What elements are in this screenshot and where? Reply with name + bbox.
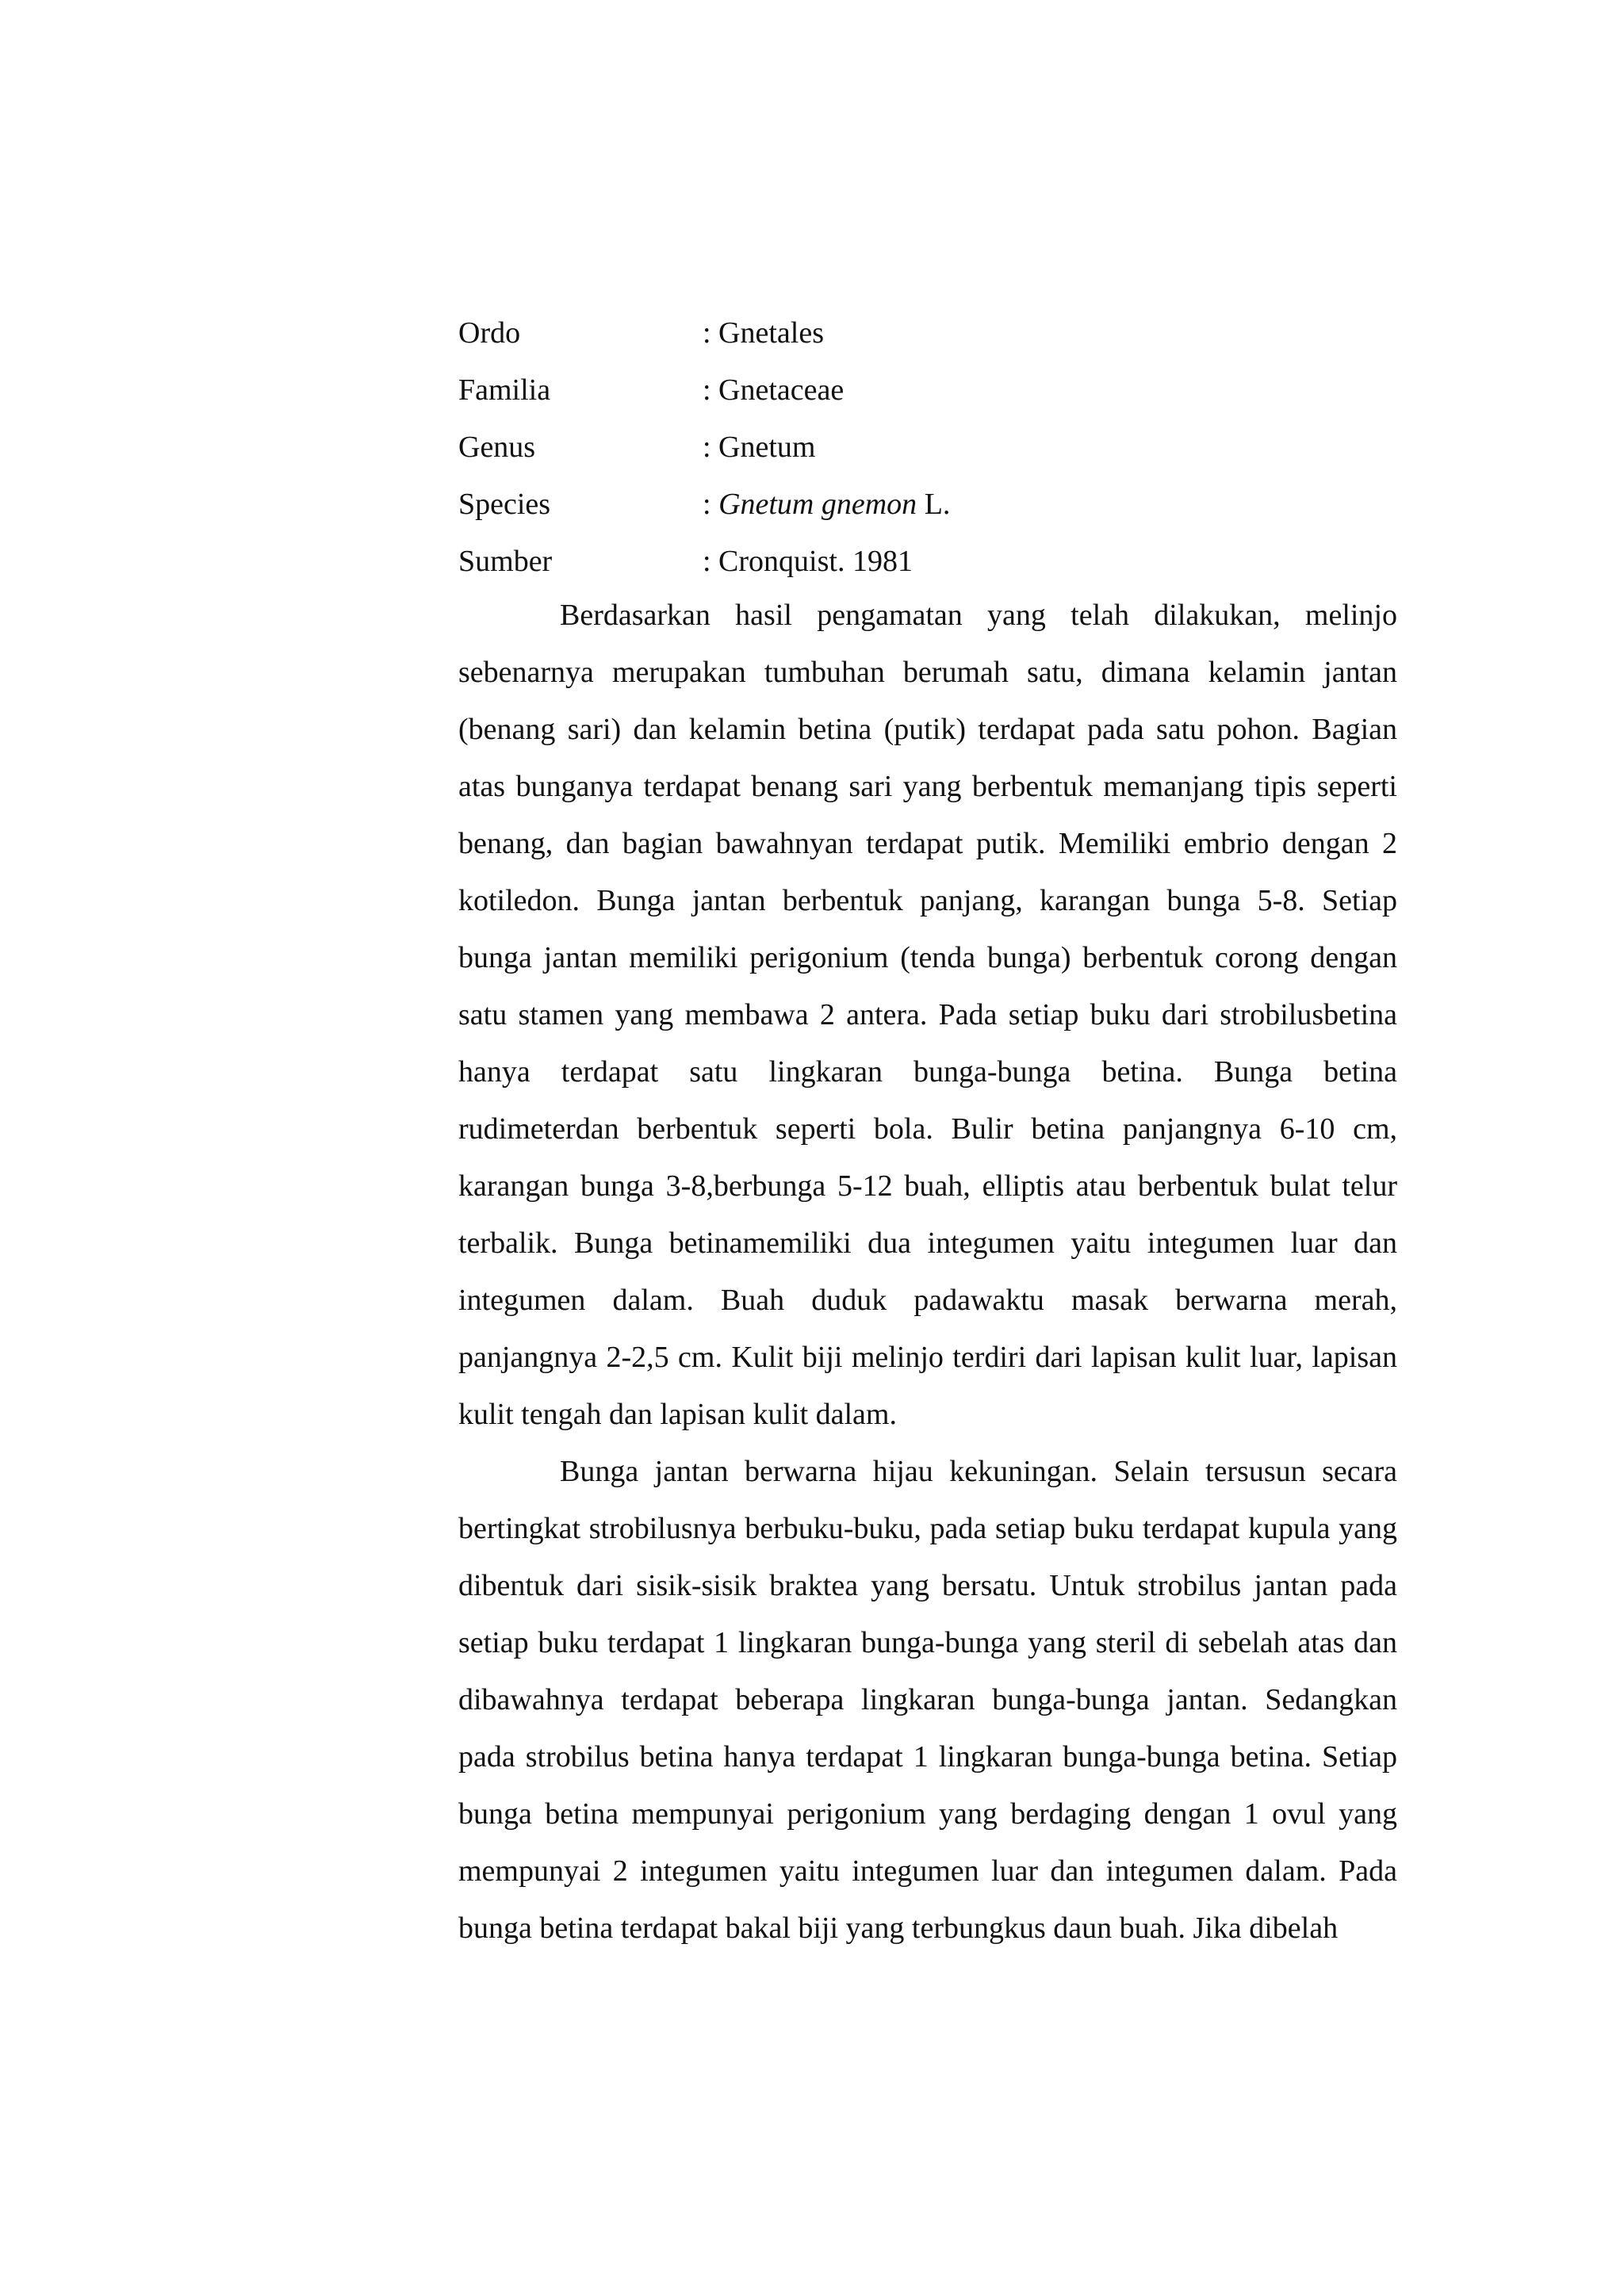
- body-text: [458, 587, 1397, 1957]
- taxonomy-row-genus: [458, 419, 1410, 476]
- taxonomy-value: : Gnetales: [703, 316, 825, 350]
- taxonomy-label: Sumber: [458, 545, 553, 578]
- taxonomy-label: Species: [458, 488, 551, 521]
- paragraph: Bunga jantan berwarna hijau kekuningan. Selain tersusun secara bertingkat strobilusnya berbuku-buku, pada setiap buku terdapat kupula yang dibentuk dari sisik-sisik braktea yang bersatu. Untuk strobilus jantan pada setiap buku terdapat 1 lingkaran bunga-bunga yang steril di sebelah atas dan dibawahnya terdapat beberapa lingkaran bunga-bunga jantan. Sedangkan pada strobilus betina hanya terdapat 1 lingkaran bunga-bunga betina. Setiap bunga betina mempunyai perigonium yang berdaging dengan 1 ovul yang mempunyai 2 integumen yaitu integumen luar dan integumen dalam. Pada bunga betina terdapat bakal biji yang terbungkus daun buah. Jika dibelah: [458, 1455, 1397, 1945]
- taxonomy-row-ordo: [458, 304, 1410, 362]
- species-author: L.: [917, 488, 951, 521]
- paragraph: Berdasarkan hasil pengamatan yang telah dilakukan, melinjo sebenarnya merupakan tumbuhan berumah satu, dimana kelamin jantan (benang sari) dan kelamin betina (putik) terdapat pada satu pohon. Bagian atas bunganya terdapat benang sari yang berbentuk memanjang tipis seperti benang, dan bagian bawahnyan terdapat putik. Memiliki embrio dengan 2 kotiledon. Bunga jantan berbentuk panjang, karangan bunga 5-8. Setiap bunga jantan memiliki perigonium (tenda bunga) berbentuk corong dengan satu stamen yang membawa 2 antera. Pada setiap buku dari strobilusbetina hanya terdapat satu lingkaran bunga-bunga betina. Bunga betina rudimeterdan berbentuk seperti bola. Bulir betina panjangnya 6-10 cm, karangan bunga 3-8,berbunga 5-12 buah, elliptis atau berbentuk bulat telur terbalik. Bunga betinamemiliki dua integumen yaitu integumen luar dan integumen dalam. Buah duduk padawaktu masak berwarna merah, panjangnya 2-2,5 cm. Kulit biji melinjo terdiri dari lapisan kulit luar, lapisan kulit tengah dan lapisan kulit dalam.: [458, 599, 1397, 1431]
- taxonomy-label: Familia: [458, 373, 551, 407]
- species-prefix: :: [703, 488, 719, 521]
- species-scientific-name: Gnetum gnemon: [718, 488, 917, 521]
- taxonomy-value: : Cronquist. 1981: [703, 545, 913, 578]
- taxonomy-row-sumber: [458, 533, 1410, 590]
- taxonomy-value: : Gnetaceae: [703, 373, 845, 407]
- taxonomy-value: : Gnetum: [703, 430, 816, 464]
- taxonomy-value-species: [703, 476, 950, 533]
- taxonomy-row-species: [458, 476, 1410, 533]
- taxonomy-table: [458, 304, 1410, 590]
- taxonomy-row-familia: [458, 362, 1410, 419]
- taxonomy-label: Genus: [458, 430, 536, 464]
- taxonomy-label: Ordo: [458, 316, 521, 350]
